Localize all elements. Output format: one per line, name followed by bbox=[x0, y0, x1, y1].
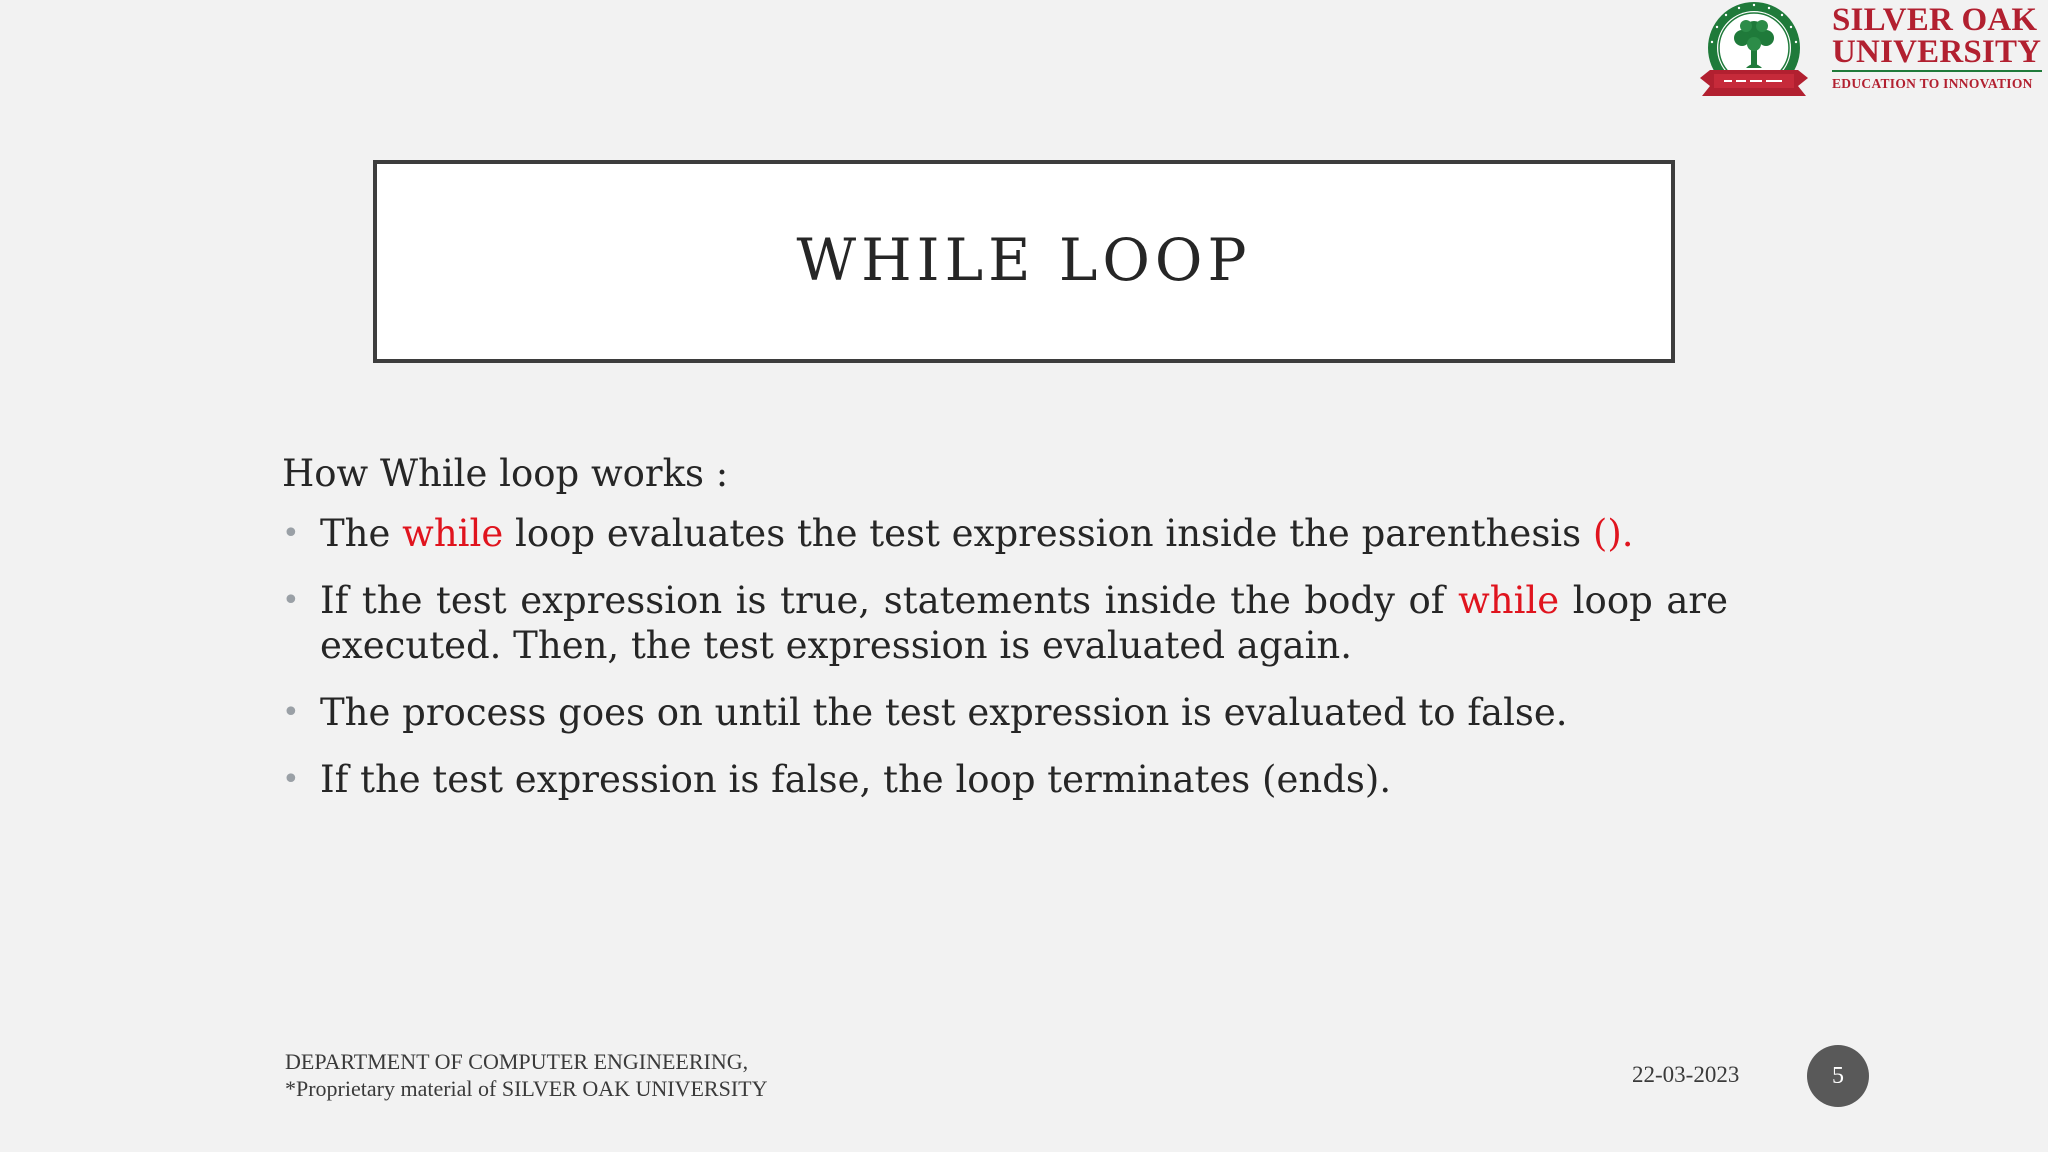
bullet-text-part: loop evaluates the test expression inside the parenthesis bbox=[503, 512, 1593, 555]
footer-proprietary: *Proprietary material of SILVER OAK UNIVERSITY bbox=[285, 1076, 768, 1101]
intro-text: How While loop works : bbox=[282, 452, 729, 495]
logo-tagline: EDUCATION TO INNOVATION bbox=[1832, 76, 2033, 91]
bullet-dot-icon: • bbox=[282, 583, 300, 618]
page-number-badge bbox=[1807, 1045, 1869, 1107]
footer-date: 22-03-2023 bbox=[1632, 1062, 1740, 1087]
bullet-dot-icon: • bbox=[282, 762, 300, 797]
bullet-item bbox=[282, 690, 1728, 735]
slide-content bbox=[282, 448, 1768, 824]
university-emblem-icon bbox=[1694, 0, 1826, 104]
slide-title: WHILE LOOP bbox=[796, 225, 1252, 294]
bullet-text-part: If the test expression is false, the loop terminates (ends). bbox=[320, 758, 1392, 801]
bullet-text-part: The bbox=[320, 512, 403, 555]
bullet-item bbox=[282, 511, 1728, 556]
bullet-list bbox=[282, 511, 1768, 802]
bullet-dot-icon: • bbox=[282, 516, 300, 551]
page-number: 5 bbox=[1832, 1062, 1844, 1089]
bullet-text-part: If the test expression is true, statements inside the body of bbox=[320, 579, 1459, 622]
bullet-item bbox=[282, 578, 1728, 668]
logo-name-line1: SILVER OAK bbox=[1832, 2, 2038, 38]
university-logo bbox=[1694, 0, 2048, 104]
bullet-item bbox=[282, 757, 1728, 802]
keyword-while: while bbox=[1458, 579, 1560, 622]
logo-divider bbox=[1832, 70, 2042, 72]
bullet-text-part: The process goes on until the test expression is evaluated to false. bbox=[320, 691, 1568, 734]
bullet-dot-icon: • bbox=[282, 695, 300, 730]
logo-wordmark bbox=[1832, 4, 2048, 91]
keyword-while: while bbox=[402, 512, 504, 555]
bullet-text-part: loop are executed. Then, the test expression is evaluated again. bbox=[320, 579, 1728, 667]
logo-name-line2: UNIVERSITY bbox=[1832, 34, 2042, 70]
footer-department: DEPARTMENT OF COMPUTER ENGINEERING, bbox=[285, 1049, 749, 1074]
keyword-parenthesis: (). bbox=[1592, 512, 1634, 555]
footer-text bbox=[285, 1048, 768, 1102]
title-box bbox=[373, 160, 1675, 363]
